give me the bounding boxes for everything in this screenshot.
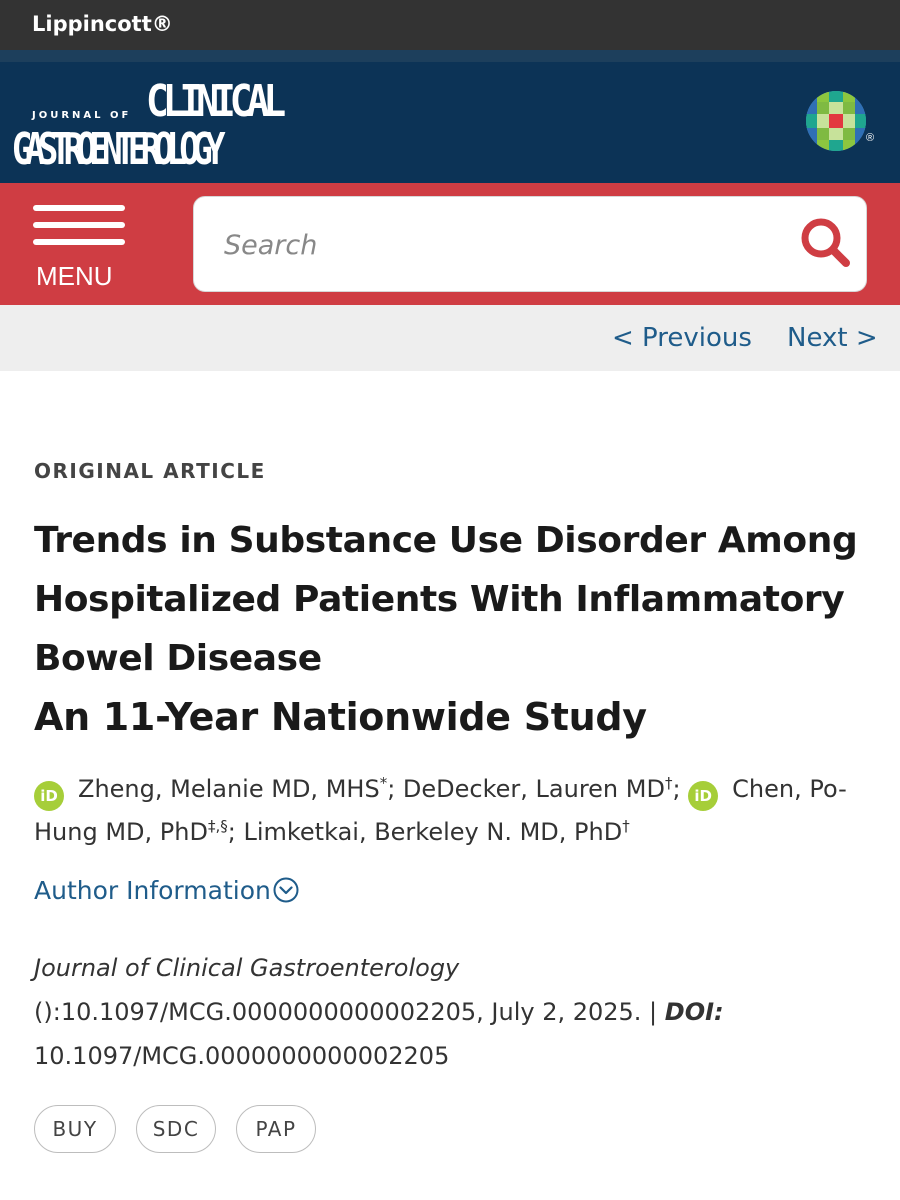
citation-details: ():10.1097/MCG.0000000000002205, July 2, 2025. | [34,998,658,1026]
citation [34,946,874,1078]
author-name[interactable]: DeDecker, Lauren MD [402,775,665,803]
hamburger-icon [33,205,125,211]
search-icon[interactable] [796,213,856,273]
logo-gastroenterology: GASTROENTEROLOGY [12,124,218,175]
publisher-registered-mark: ® [866,132,875,144]
article-type: ORIGINAL ARTICLE [34,459,266,483]
sdc-tag[interactable]: SDC [136,1105,216,1153]
citation-line [34,990,874,1034]
menu-button[interactable] [30,200,128,295]
article-title: Trends in Substance Use Disorder Among Hospitalized Patients With Inflammatory Bowel Disease [34,520,858,679]
pap-tag[interactable]: PAP [236,1105,316,1153]
orcid-icon[interactable]: iD [688,781,718,811]
chevron-down-circle-icon [273,877,299,903]
journal-masthead [0,62,900,183]
author-affiliation-mark: * [379,774,388,792]
article-subtitle: An 11-Year Nationwide Study [34,695,647,739]
next-link[interactable]: Next > [787,323,878,353]
logo-clinical: CLINICAL [146,76,281,127]
author-affiliation-mark: † [664,774,673,792]
author-affiliation-mark: † [622,817,630,835]
author-list: iD Zheng, Melanie MD, MHS*; DeDecker, Lauren MD†; iD Chen, Po-Hung MD, PhD‡,§; Limketkai, Berkeley N. MD, PhD† [34,774,847,846]
author-information-toggle[interactable] [34,876,299,905]
author-name[interactable]: Limketkai, Berkeley N. MD, PhD [243,818,623,846]
article-pager [0,305,900,371]
author-information-label: Author Information [34,876,271,905]
logo-journal-of: JOURNAL OF [32,110,132,121]
doi-value[interactable]: 10.1097/MCG.0000000000002205 [34,1042,450,1070]
author-name[interactable]: Chen, Po-Hung MD, PhD [34,775,847,846]
journal-logo[interactable] [12,74,281,175]
journal-name[interactable]: Journal of Clinical Gastroenterology [34,954,460,982]
buy-tag[interactable]: BUY [34,1105,116,1153]
hamburger-icon-line [33,222,125,228]
search-input[interactable] [224,225,784,265]
author-name[interactable]: Zheng, Melanie MD, MHS [78,775,380,803]
lippincott-brand[interactable]: Lippincott® [32,12,173,36]
author-affiliation-mark: ‡,§ [207,817,228,835]
previous-link[interactable]: < Previous [612,323,752,353]
wolters-kluwer-logo-icon[interactable] [805,90,867,152]
top-bar [0,0,900,50]
orcid-icon[interactable]: iD [34,781,64,811]
menu-label: MENU [36,261,113,291]
search-box [193,196,867,292]
doi-label: DOI: [664,998,724,1026]
hamburger-icon-line [33,239,125,245]
top-stripe [0,50,900,62]
